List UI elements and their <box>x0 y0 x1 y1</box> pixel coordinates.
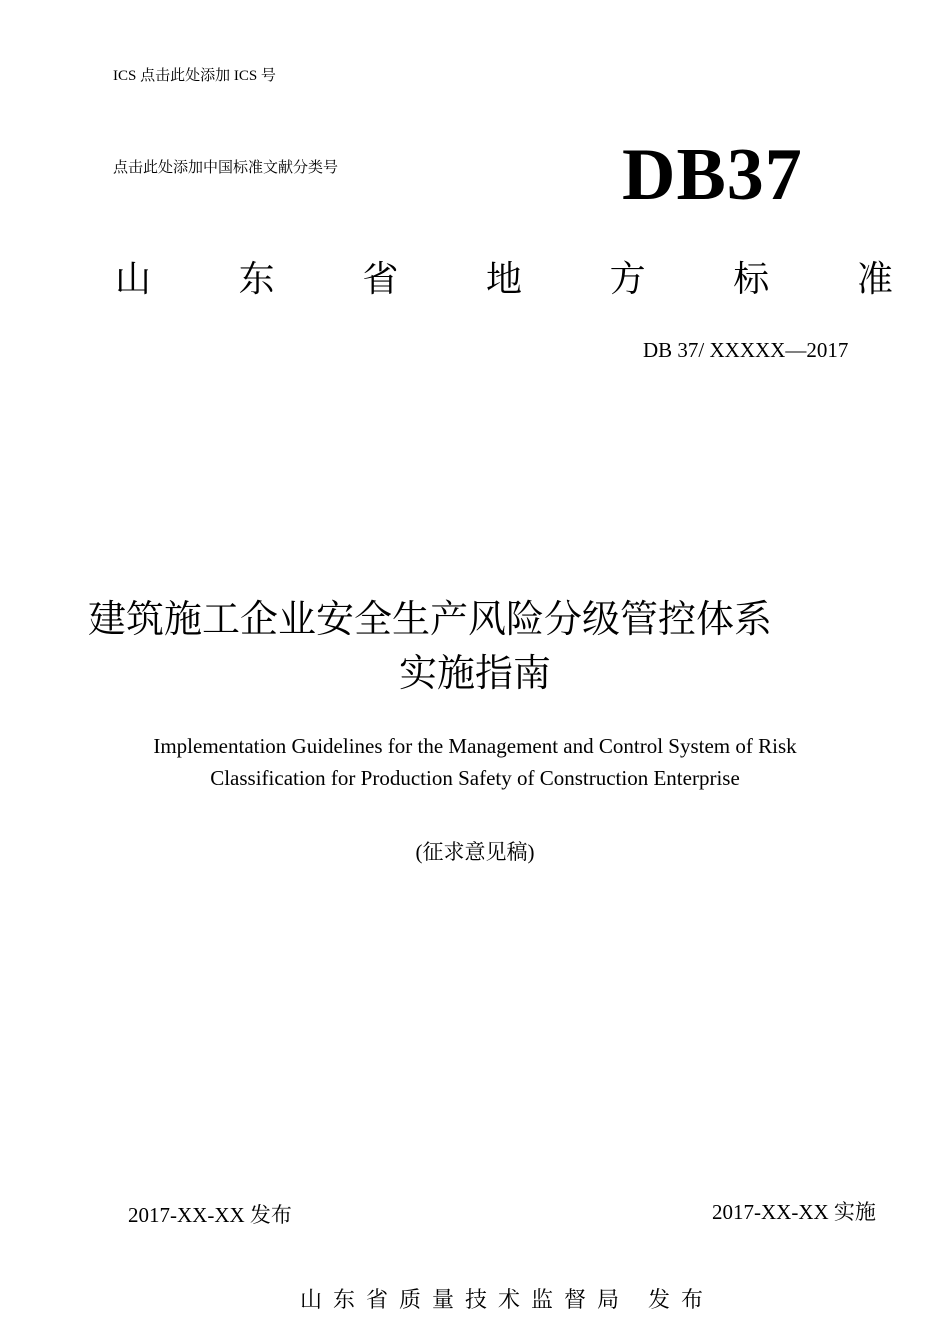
standard-type-char: 标 <box>733 259 770 300</box>
ccs-classification-placeholder[interactable]: 点击此处添加中国标准文献分类号 <box>113 158 339 176</box>
standard-type-char: 方 <box>609 259 646 300</box>
chinese-title <box>0 592 950 700</box>
ics-number-placeholder[interactable]: ICS 点击此处添加 ICS 号 <box>113 68 276 84</box>
standard-type-char: 山 <box>115 259 152 300</box>
standard-type-char: 省 <box>362 259 399 300</box>
standard-type-char: 准 <box>856 259 893 300</box>
standard-type-heading <box>115 259 893 300</box>
english-title-line: Classification for Production Safety of Construction Enterprise <box>210 766 740 790</box>
implement-date: 2017-XX-XX 实施 <box>712 1200 876 1224</box>
draft-label: (征求意见稿) <box>415 840 535 864</box>
issuing-authority: 山东省质量技术监督局 发布 <box>300 1288 714 1313</box>
standard-type-char: 地 <box>485 259 522 300</box>
publish-date: 2017-XX-XX 发布 <box>128 1203 292 1227</box>
english-title <box>0 730 950 794</box>
standard-type-char: 东 <box>238 259 275 300</box>
chinese-title-line: 实施指南 <box>398 651 551 695</box>
standard-logo: DB37 <box>622 134 803 216</box>
chinese-title-line: 建筑施工企业安全生产风险分级管控体系 <box>87 597 772 641</box>
standard-number: DB 37/ XXXXX—2017 <box>643 338 849 362</box>
english-title-line: Implementation Guidelines for the Management and Control System of Risk <box>153 734 797 758</box>
